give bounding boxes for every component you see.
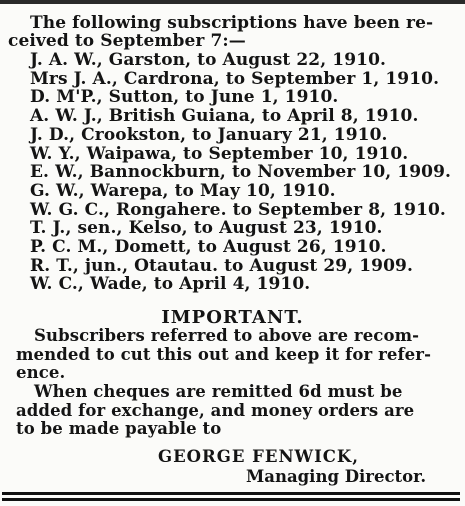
subscription-entry: R. T., jun., Otautau. to August 29, 1909. (30, 255, 413, 276)
subscription-entry: W. C., Wade, to April 4, 1910. (30, 274, 311, 295)
paragraph-1-line-2: mended to cut this out and keep it for refer- (16, 344, 432, 364)
intro-text (8, 14, 456, 50)
subscription-entry: J. A. W., Garston, to August 22, 1910. (30, 50, 387, 70)
signature-title: Managing Director. (246, 467, 427, 486)
subscription-entry: J. D., Crookston, to January 21, 1910. (30, 124, 388, 145)
subscription-entry: P. C. M., Domett, to August 26, 1910. (30, 237, 387, 258)
bottom-rule-lower (2, 498, 460, 501)
subscription-entry: E. W., Bannockburn, to November 10, 1909. (30, 162, 452, 183)
top-rule (0, 0, 465, 4)
subscription-entry: A. W. J., British Guiana, to April 8, 1910. (30, 106, 419, 127)
important-heading: IMPORTANT. (161, 307, 304, 328)
subscription-entry: G. W., Warepa, to May 10, 1910. (30, 180, 336, 201)
subscriptions-list (30, 51, 460, 294)
paragraph-1-line-1: Subscribers referred to above are recom- (34, 326, 420, 345)
signature-name: GEORGE FENWICK, (158, 447, 360, 466)
paragraph-2-line-2: added for exchange, and money orders are (16, 400, 415, 420)
subscription-entry: D. M'P., Sutton, to June 1, 1910. (30, 87, 339, 108)
paragraph-2-line-1: When cheques are remitted 6d must be (34, 382, 403, 401)
subscription-entry: W. Y., Waipawa, to September 10, 1910. (30, 143, 409, 164)
subscription-entry: W. G. C., Rongahere. to September 8, 1910. (30, 199, 446, 220)
bottom-rule-upper (2, 492, 460, 495)
important-paragraph-2 (16, 383, 456, 439)
important-paragraph-1 (16, 327, 456, 383)
subscription-entry: Mrs J. A., Cardrona, to September 1, 1910. (30, 68, 440, 89)
subscription-entry: T. J., sen., Kelso, to August 23, 1910. (30, 218, 383, 239)
intro-line-1: The following subscriptions have been re- (30, 13, 434, 33)
paragraph-2-line-3: to be made payable to (16, 419, 222, 438)
paragraph-1-line-3: ence. (16, 363, 66, 382)
intro-line-2: ceived to September 7:— (8, 31, 246, 51)
